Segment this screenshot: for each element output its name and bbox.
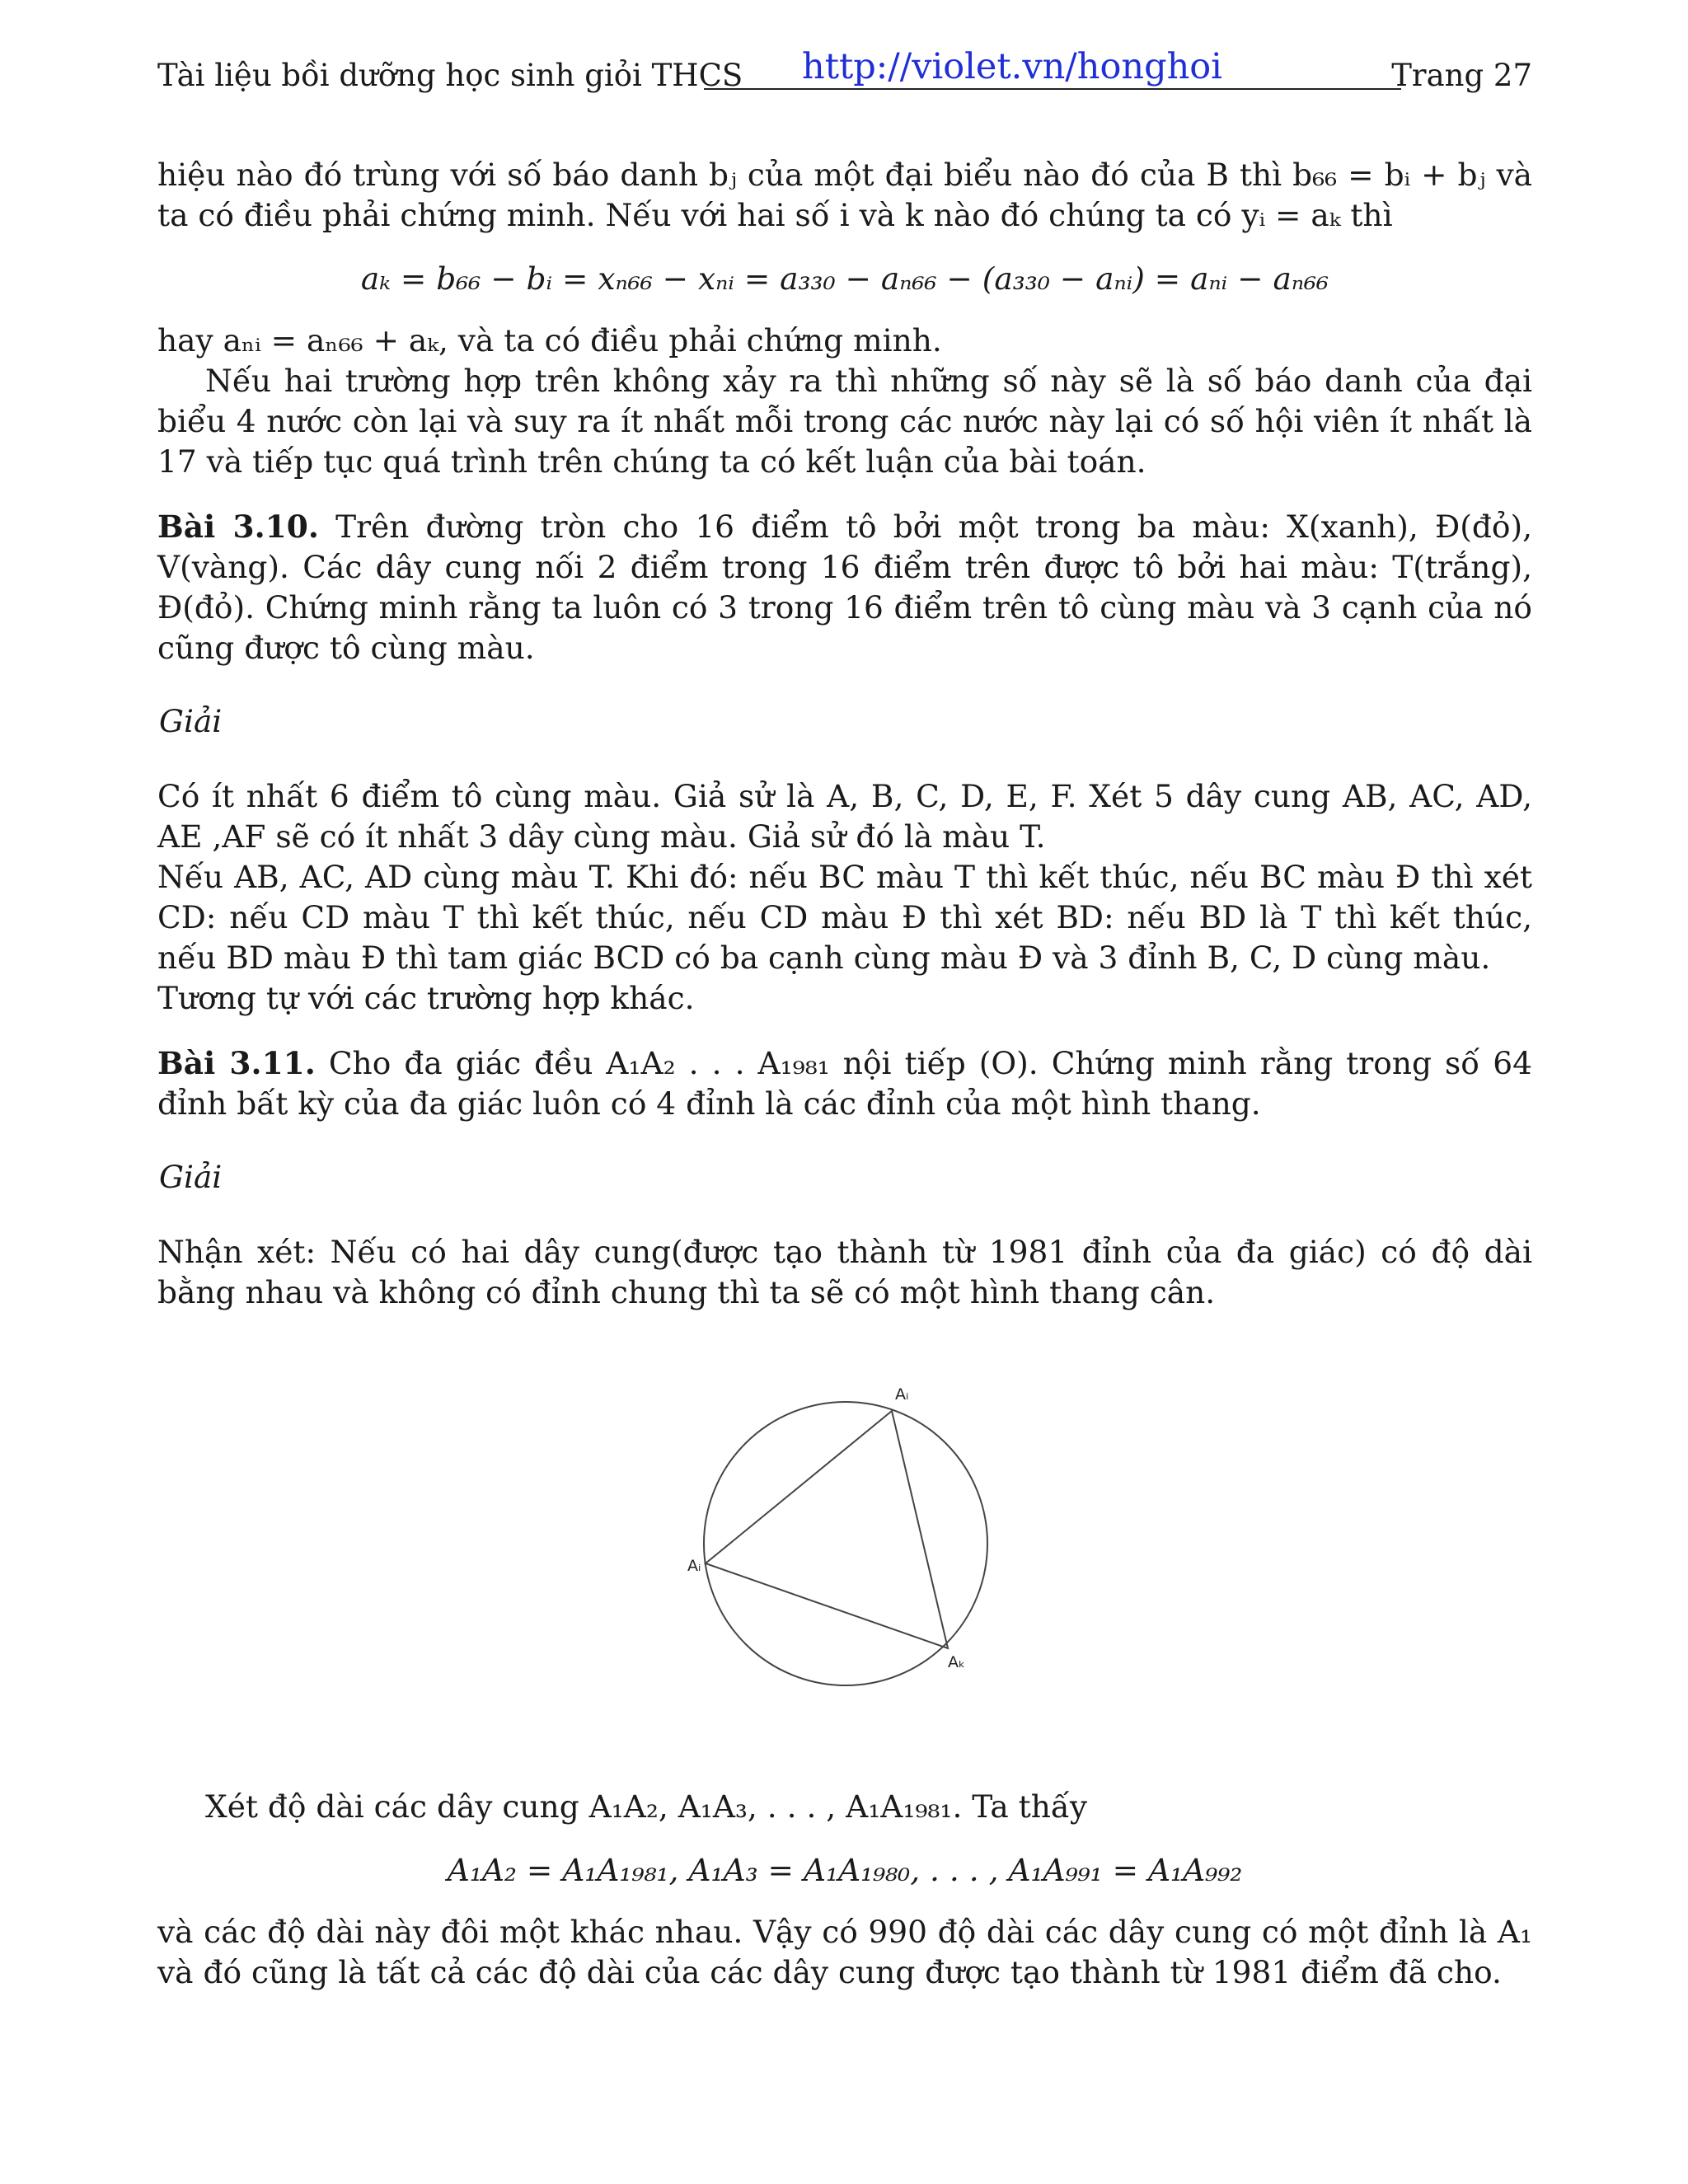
problem-3-10 (157, 507, 1532, 668)
page-header (157, 46, 1532, 101)
equation-2: A₁A₂ = A₁A₁₉₈₁, A₁A₃ = A₁A₁₉₈₀, . . . , A₁A₉₉₁ = A₁A₉₉₂ (447, 1852, 1243, 1888)
solution-2-line-1: Nhận xét: Nếu có hai dây cung(được tạo thành từ 1981 đỉnh của đa giác) có độ dài bằng nhau và không có đỉnh chung thì ta sẽ có một hình thang cân. (157, 1234, 1532, 1310)
circle-shape (704, 1402, 987, 1685)
header-title: Tài liệu bồi dưỡng học sinh giỏi THCS (157, 58, 743, 93)
equation-1: aₖ = b₆₆ − bᵢ = xₙ₆₆ − xₙᵢ = a₃₃₀ − aₙ₆₆ − (a₃₃₀ − aₙᵢ) = aₙᵢ − aₙ₆₆ (360, 260, 1329, 297)
problem-3-11-text: Cho đa giác đều A₁A₂ . . . A₁₉₈₁ nội tiếp (O). Chứng minh rằng trong số 64 đỉnh bất kỳ của đa giác luôn có 4 đỉnh là các đỉnh của một hình thang. (157, 1045, 1532, 1122)
solution-2-line-3: và các độ dài này đôi một khác nhau. Vậy có 990 độ dài các dây cung có một đỉnh là A₁ và đó cũng là tất cả các độ dài của các dây cung được tạo thành từ 1981 điểm đã cho. (157, 1914, 1532, 1990)
main-content-continued (157, 1787, 1532, 1993)
solution-1-line-1: Có ít nhất 6 điểm tô cùng màu. Giả sử là A, B, C, D, E, F. Xét 5 dây cung AB, AC, AD, AE ,AF sẽ có ít nhất 3 dây cùng màu. Giả sử đó là màu T. (157, 778, 1532, 855)
solution-1-line-3: Tương tự với các trường hợp khác. (157, 980, 695, 1016)
label-bottom-vertex: Aₖ (948, 1653, 966, 1671)
problem-3-11 (157, 1043, 1532, 1124)
solution-heading-2: Giải (159, 1159, 223, 1195)
page-number: Trang 27 (1391, 58, 1532, 93)
solution-heading-1: Giải (159, 703, 223, 739)
solution-1-line-2: Nếu AB, AC, AD cùng màu T. Khi đó: nếu BC màu T thì kết thúc, nếu BC màu Đ thì xét CD: nếu CD màu T thì kết thúc, nếu CD màu Đ thì xét BD: nếu BD là T thì kết thúc, nếu BD màu Đ thì tam giác BCD có ba cạnh cùng màu Đ và 3 đỉnh B, C, D cùng màu. (157, 859, 1532, 976)
problem-3-11-label: Bài 3.11. (157, 1045, 316, 1081)
paragraph-3: Nếu hai trường hợp trên không xảy ra thì những số này sẽ là số báo danh của đại biểu 4 nước còn lại và suy ra ít nhất mỗi trong các nước này lại có số hội viên ít nhất là 17 và tiếp tục quá trình trên chúng ta có kết luận của bài toán. (157, 363, 1532, 480)
main-content (157, 155, 1532, 1313)
circle-triangle-figure (676, 1375, 1022, 1704)
figure-svg (676, 1375, 1022, 1704)
label-top-vertex: Aᵢ (895, 1385, 909, 1404)
problem-3-10-label: Bài 3.10. (157, 509, 319, 545)
label-left-vertex: Aᵢ (687, 1557, 701, 1575)
header-rule (704, 88, 1401, 90)
problem-3-10-text: Trên đường tròn cho 16 điểm tô bởi một trong ba màu: X(xanh), Đ(đỏ), V(vàng). Các dây cung nối 2 điểm trong 16 điểm trên được tô bởi hai màu: T(trắng), Đ(đỏ). Chứng minh rằng ta luôn có 3 trong 16 điểm trên tô cùng màu và 3 cạnh của nó cũng được tô cùng màu. (157, 509, 1532, 666)
solution-2-line-2: Xét độ dài các dây cung A₁A₂, A₁A₃, . . . , A₁A₁₉₈₁. Ta thấy (205, 1788, 1088, 1825)
paragraph-2: hay aₙᵢ = aₙ₆₆ + aₖ, và ta có điều phải chứng minh. (157, 322, 942, 359)
header-url-link[interactable]: http://violet.vn/honghoi (802, 46, 1222, 87)
paragraph-1: hiệu nào đó trùng với số báo danh bⱼ của một đại biểu nào đó của B thì b₆₆ = bᵢ + bⱼ và ta có điều phải chứng minh. Nếu với hai số i và k nào đó chúng ta có yᵢ = aₖ thì (157, 157, 1532, 233)
